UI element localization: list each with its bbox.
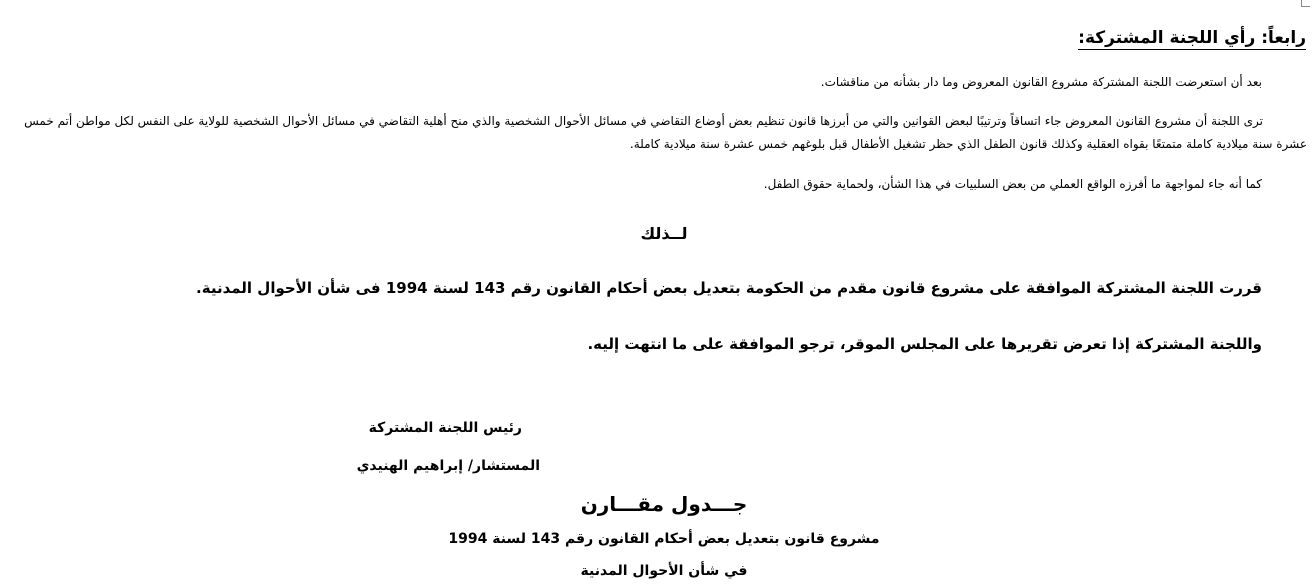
paragraph-review: بعد أن استعرضت اللجنة المشتركة مشروع القانون المعروض وما دار بشأنه من مناقشات. [820,75,1262,89]
section-heading-title: رأي اللجنة المشتركة: [1078,28,1256,48]
comparison-table-title: جـــدول مقـــارن [580,492,748,516]
committee-request: واللجنة المشتركة إذا تعرض تقريرها على المجلس الموقر، ترجو الموافقة على ما انتهت إليه. [587,335,1262,353]
section-heading-prefix: رابعاً [1268,28,1306,48]
section-heading [1078,26,1306,51]
committee-decision: قررت اللجنة المشتركة الموافقة على مشروع قانون مقدم من الحكومة بتعديل بعض أحكام القانون رقم 143 لسنة 1994 فى شأن الأحوال المدنية. [196,279,1262,297]
section-heading-colon: : [1261,28,1269,48]
therefore-heading: لــذلك [640,224,688,243]
comparison-subtitle-law: مشروع قانون بتعديل بعض أحكام القانون رقم 143 لسنة 1994 [448,531,880,547]
signature-title: رئيس اللجنة المشتركة [368,420,522,436]
signature-name: المستشار/ إبراهيم الهنيدي [356,458,540,474]
page-corner-mark [1301,0,1310,7]
paragraph-purpose: كما أنه جاء لمواجهة ما أفرزه الواقع العملي من بعض السلبيات في هذا الشأن، ولحماية حقوق الطفل. [763,177,1262,191]
comparison-subtitle-topic: في شأن الأحوال المدنية [580,563,748,579]
paragraph-committee-view: ترى اللجنة أن مشروع القانون المعروض جاء اتساقاً وترتيبًا لبعض القوانين والتي من أبرزها قانون تنظيم بعض أوضاع التقاضي في مسائل الأحوال الشخصية والذي منح أهلية التقاضي في مسائل الأحوال الشخصية للولاية على النفس لكل مواطن أتم خمس عشرة سنة ميلادية كاملة متمتعًا بقواه العقلية وكذلك قانون الطفل الذي حظر تشغيل الأطفال قبل بلوغهم خمس عشرة سنة ميلادية كاملة. [24,114,1307,151]
